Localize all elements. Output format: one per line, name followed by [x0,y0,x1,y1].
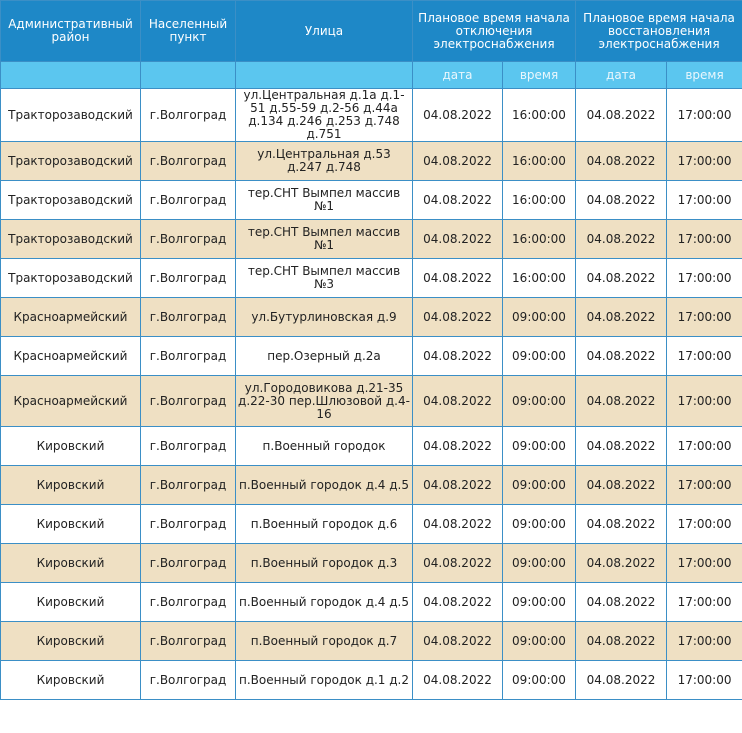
outage-date-cell: 04.08.2022 [413,89,503,142]
outage-date-cell: 04.08.2022 [413,259,503,298]
table-row [1,505,742,544]
locality-cell: г.Волгоград [141,298,236,337]
locality-header: Населенный пункт [141,1,236,62]
outage-time-cell: 09:00:00 [503,427,576,466]
street-cell: ул.Городовикова д.21-35 д.22-30 пер.Шлюзовой д.4-16 [236,376,413,427]
outage-time-cell: 09:00:00 [503,298,576,337]
restore-date-cell: 04.08.2022 [576,181,667,220]
restore-time-cell: 17:00:00 [667,181,742,220]
street-cell: тер.СНТ Вымпел массив №1 [236,181,413,220]
table-row [1,298,742,337]
table-row [1,337,742,376]
locality-cell: г.Волгоград [141,466,236,505]
outage-time-cell: 09:00:00 [503,622,576,661]
outage-date-cell: 04.08.2022 [413,583,503,622]
street-cell: п.Военный городок д.4 д.5 [236,583,413,622]
restore-date-cell: 04.08.2022 [576,661,667,700]
restore-time-cell: 17:00:00 [667,583,742,622]
table-row [1,466,742,505]
district-cell: Кировский [1,661,141,700]
restore-time-cell: 17:00:00 [667,427,742,466]
restore-date-cell: 04.08.2022 [576,583,667,622]
outage-time-cell: 16:00:00 [503,220,576,259]
restore-time-cell: 17:00:00 [667,298,742,337]
district-cell: Тракторозаводский [1,259,141,298]
restore-time-cell: 17:00:00 [667,622,742,661]
restore-start-header: Плановое время начала восстановления электроснабжения [576,1,742,62]
outage-time-cell: 09:00:00 [503,544,576,583]
outage-date-cell: 04.08.2022 [413,376,503,427]
table-row [1,181,742,220]
outage-date-cell: 04.08.2022 [413,466,503,505]
street-cell: ул.Бутурлиновская д.9 [236,298,413,337]
street-cell: п.Военный городок д.3 [236,544,413,583]
table-row [1,544,742,583]
restore-date-cell: 04.08.2022 [576,220,667,259]
locality-cell: г.Волгоград [141,544,236,583]
restore-date-cell: 04.08.2022 [576,298,667,337]
outage-time-cell: 09:00:00 [503,337,576,376]
restore-time-cell: 17:00:00 [667,466,742,505]
district-cell: Тракторозаводский [1,181,141,220]
outage-start-header: Плановое время начала отключения электроснабжения [413,1,576,62]
locality-cell: г.Волгоград [141,505,236,544]
restore-date-cell: 04.08.2022 [576,259,667,298]
restore-date-cell: 04.08.2022 [576,466,667,505]
table-row [1,622,742,661]
table-row [1,220,742,259]
restore-date-cell: 04.08.2022 [576,89,667,142]
district-cell: Тракторозаводский [1,220,141,259]
street-header: Улица [236,1,413,62]
restore-time-subheader: время [667,62,742,89]
outage-date-cell: 04.08.2022 [413,661,503,700]
outage-date-cell: 04.08.2022 [413,505,503,544]
table-row [1,427,742,466]
restore-date-subheader: дата [576,62,667,89]
restore-time-cell: 17:00:00 [667,505,742,544]
restore-time-cell: 17:00:00 [667,259,742,298]
outage-time-cell: 09:00:00 [503,505,576,544]
street-cell: п.Военный городок д.6 [236,505,413,544]
restore-date-cell: 04.08.2022 [576,376,667,427]
district-cell: Красноармейский [1,337,141,376]
outage-time-subheader: время [503,62,576,89]
locality-cell: г.Волгоград [141,376,236,427]
outage-date-cell: 04.08.2022 [413,298,503,337]
restore-time-cell: 17:00:00 [667,142,742,181]
outage-date-subheader: дата [413,62,503,89]
outage-date-cell: 04.08.2022 [413,220,503,259]
outage-time-cell: 16:00:00 [503,181,576,220]
locality-cell: г.Волгоград [141,259,236,298]
table-row [1,142,742,181]
district-cell: Тракторозаводский [1,89,141,142]
street-cell: п.Военный городок д.4 д.5 [236,466,413,505]
subheader-empty [236,62,413,89]
street-cell: пер.Озерный д.2а [236,337,413,376]
outage-date-cell: 04.08.2022 [413,181,503,220]
restore-date-cell: 04.08.2022 [576,544,667,583]
locality-cell: г.Волгоград [141,427,236,466]
outage-time-cell: 09:00:00 [503,661,576,700]
district-cell: Тракторозаводский [1,142,141,181]
subheader-empty [1,62,141,89]
locality-cell: г.Волгоград [141,661,236,700]
locality-cell: г.Волгоград [141,337,236,376]
restore-time-cell: 17:00:00 [667,89,742,142]
restore-date-cell: 04.08.2022 [576,505,667,544]
outage-time-cell: 09:00:00 [503,376,576,427]
street-cell: п.Военный городок д.7 [236,622,413,661]
restore-time-cell: 17:00:00 [667,220,742,259]
district-cell: Кировский [1,622,141,661]
outage-time-cell: 09:00:00 [503,583,576,622]
street-cell: тер.СНТ Вымпел массив №1 [236,220,413,259]
street-cell: тер.СНТ Вымпел массив №3 [236,259,413,298]
district-cell: Кировский [1,544,141,583]
outage-time-cell: 16:00:00 [503,259,576,298]
subheader-empty [141,62,236,89]
table-row [1,376,742,427]
outage-date-cell: 04.08.2022 [413,622,503,661]
table-row [1,259,742,298]
outage-date-cell: 04.08.2022 [413,337,503,376]
street-cell: п.Военный городок [236,427,413,466]
restore-time-cell: 17:00:00 [667,376,742,427]
district-cell: Красноармейский [1,376,141,427]
outage-time-cell: 09:00:00 [503,466,576,505]
locality-cell: г.Волгоград [141,220,236,259]
outage-time-cell: 16:00:00 [503,142,576,181]
table-row [1,583,742,622]
locality-cell: г.Волгоград [141,622,236,661]
subheader-row [1,62,742,89]
district-header: Административный район [1,1,141,62]
district-cell: Красноармейский [1,298,141,337]
district-cell: Кировский [1,427,141,466]
restore-time-cell: 17:00:00 [667,544,742,583]
district-cell: Кировский [1,583,141,622]
locality-cell: г.Волгоград [141,181,236,220]
street-cell: п.Военный городок д.1 д.2 [236,661,413,700]
district-cell: Кировский [1,466,141,505]
outage-time-cell: 16:00:00 [503,89,576,142]
outage-date-cell: 04.08.2022 [413,544,503,583]
restore-date-cell: 04.08.2022 [576,427,667,466]
street-cell: ул.Центральная д.1а д.1-51 д.55-59 д.2-56 д.44а д.134 д.246 д.253 д.748 д.751 [236,89,413,142]
street-cell: ул.Центральная д.53 д.247 д.748 [236,142,413,181]
outage-date-cell: 04.08.2022 [413,427,503,466]
locality-cell: г.Волгоград [141,142,236,181]
table-row [1,89,742,142]
restore-time-cell: 17:00:00 [667,337,742,376]
table-body [1,89,742,700]
restore-date-cell: 04.08.2022 [576,622,667,661]
table-row [1,661,742,700]
locality-cell: г.Волгоград [141,583,236,622]
restore-time-cell: 17:00:00 [667,661,742,700]
restore-date-cell: 04.08.2022 [576,142,667,181]
outage-date-cell: 04.08.2022 [413,142,503,181]
restore-date-cell: 04.08.2022 [576,337,667,376]
district-cell: Кировский [1,505,141,544]
header-row [1,1,742,62]
locality-cell: г.Волгоград [141,89,236,142]
